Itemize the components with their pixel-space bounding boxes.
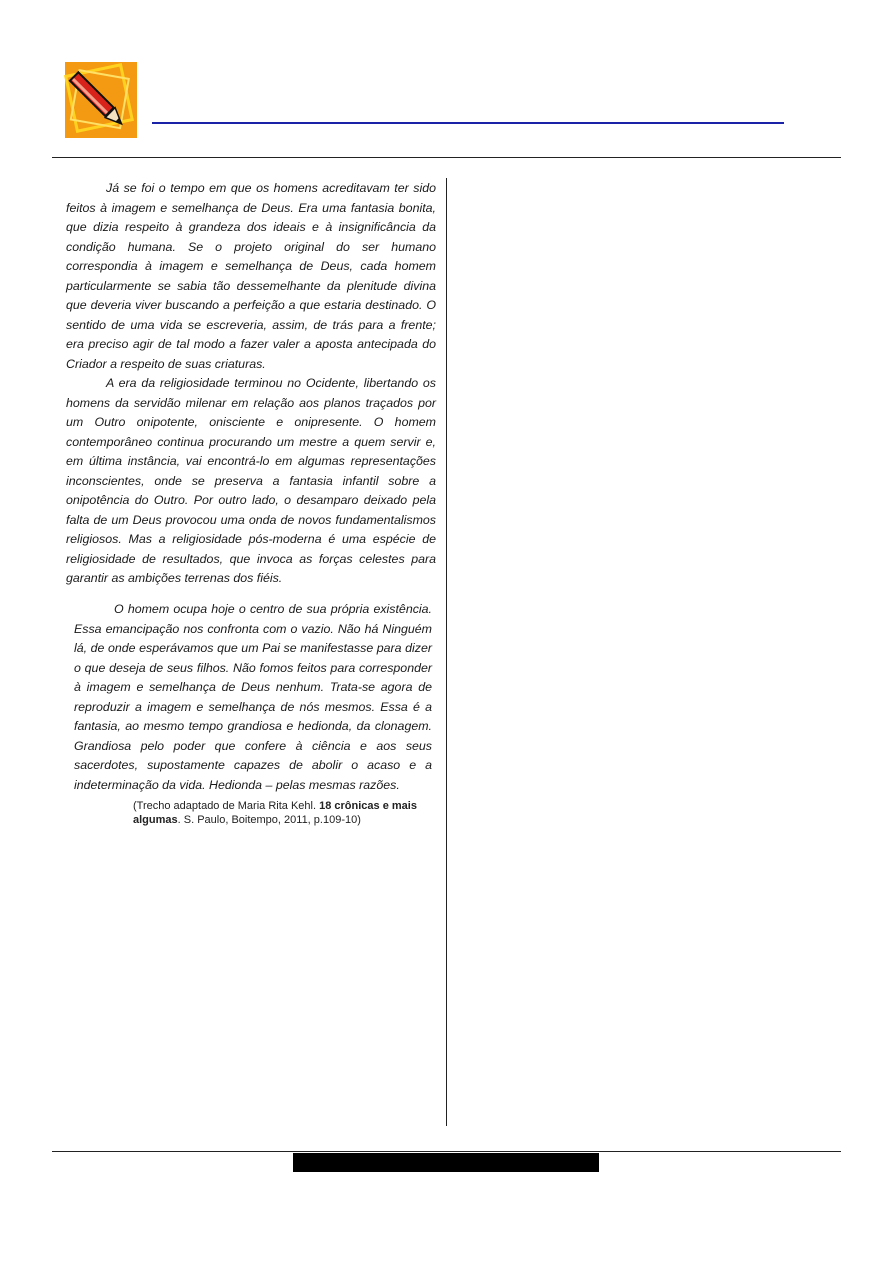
header-rule: [52, 157, 841, 158]
article-text-lower: [74, 600, 432, 795]
source-suffix: . S. Paulo, Boitempo, 2011, p.109-10): [177, 814, 361, 826]
footer-rule: [52, 1151, 841, 1152]
header-accent-line: [152, 122, 784, 124]
column-divider: [446, 178, 447, 1126]
article-text-upper: [66, 179, 436, 589]
source-book-title: 18 crônicas e mais algumas: [133, 800, 417, 826]
source-prefix: (Trecho adaptado de Maria Rita Kehl.: [133, 800, 320, 812]
source-citation: [133, 799, 433, 827]
paragraph-1: Já se foi o tempo em que os homens acreditavam ter sido feitos à imagem e semelhança de Deus. Era uma fantasia bonita, que dizia respeito à grandeza dos ideais e à insignificância da condição humana. Se o projeto original do ser humano correspondia à imagem e semelhança de Deus, cada homem particularmente se sabia tão dessemelhante da plenitude divina que deveria viver buscando a perfeição a que estaria destinado. O sentido de uma vida se escreveria, assim, de trás para a frente; era preciso agir de tal modo a fazer valer a aposta antecipada do Criador a respeito de suas criaturas.: [66, 181, 436, 371]
paragraph-3: O homem ocupa hoje o centro de sua própria existência. Essa emancipação nos confronta com o vazio. Não há Ninguém lá, de onde esperávamos que um Pai se manifestasse para dizer o que deseja de seus filhos. Não fomos feitos para corresponder à imagem e semelhança de Deus nenhum. Trata-se agora de reproduzir a imagem e semelhança de nós mesmos. Essa é a fantasia, ao mesmo tempo grandiosa e hedionda, da clonagem. Grandiosa pelo poder que confere à ciência e aos seus sacerdotes, supostamente capazes de abolir o acaso e a indeterminação da vida. Hedionda – pelas mesmas razões.: [74, 602, 432, 792]
footer-bar: [293, 1153, 599, 1172]
paragraph-2: A era da religiosidade terminou no Ocidente, libertando os homens da servidão milenar em relação aos planos traçados por um Outro onipotente, onisciente e onipresente. O homem contemporâneo continua procurando um mestre a quem servir e, em última instância, vai encontrá-lo em algumas representações inconscientes, onde se preserva a fantasia infantil sobre a onipotência do Outro. Por outro lado, o desamparo deixado pela falta de um Deus provocou uma onda de novos fundamentalismos religiosos. Mas a religiosidade pós-moderna é uma espécie de religiosidade de resultados, que invoca as forças celestes para garantir as ambições terrenas dos fiéis.: [66, 376, 436, 585]
pencil-logo-icon: [63, 60, 139, 140]
